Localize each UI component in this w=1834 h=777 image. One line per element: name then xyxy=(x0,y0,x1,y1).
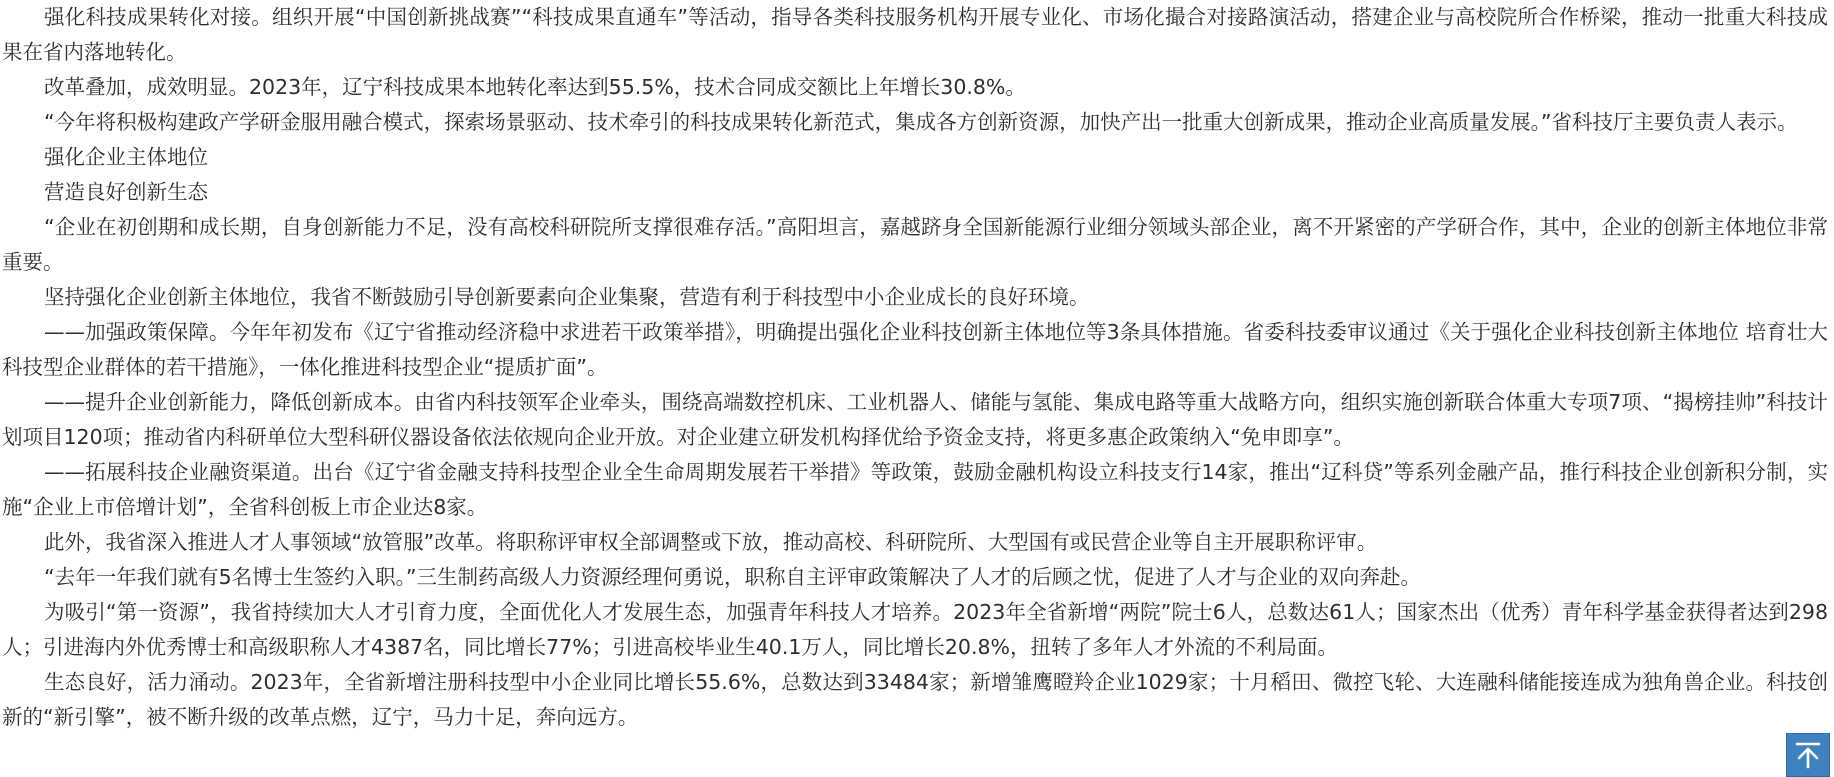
paragraph: ——拓展科技企业融资渠道。出台《辽宁省金融支持科技型企业全生命周期发展若干举措》等政策，鼓励金融机构设立科技支行14家，推出“辽科贷”等系列金融产品，推行科技企业创新积分制，实施“企业上市倍增计划”，全省科创板上市企业达8家。 xyxy=(2,460,1828,519)
paragraph: “去年一年我们就有5名博士生签约入职。”三生制药高级人力资源经理何勇说，职称自主评审政策解决了人才的后顾之忧，促进了人才与企业的双向奔赴。 xyxy=(44,565,1422,589)
paragraph: ——加强政策保障。今年年初发布《辽宁省推动经济稳中求进若干政策举措》，明确提出强化企业科技创新主体地位等3条具体措施。省委科技委审议通过《关于强化企业科技创新主体地位 培育壮大科技型企业群体的若干措施》，一体化推进科技型企业“提质扩面”。 xyxy=(2,320,1828,379)
paragraph: “今年将积极构建政产学研金服用融合模式，探索场景驱动、技术牵引的科技成果转化新范式，集成各方创新资源，加快产出一批重大创新成果，推动企业高质量发展。”省科技厅主要负责人表示。 xyxy=(44,110,1798,134)
paragraph: 坚持强化企业创新主体地位，我省不断鼓励引导创新要素向企业集聚，营造有利于科技型中小企业成长的良好环境。 xyxy=(44,285,1090,309)
arrow-up-to-line-icon xyxy=(1793,740,1823,770)
paragraph: 此外，我省深入推进人才人事领域“放管服”改革。将职称评审权全部调整或下放，推动高校、科研院所、大型国有或民营企业等自主开展职称评审。 xyxy=(44,530,1378,554)
paragraph: “企业在初创期和成长期，自身创新能力不足，没有高校科研院所支撑很难存活。”高阳坦言，嘉越跻身全国新能源行业细分领域头部企业，离不开紧密的产学研合作，其中，企业的创新主体地位非常重要。 xyxy=(2,215,1828,274)
section-subheading: 营造良好创新生态 xyxy=(44,180,208,204)
back-to-top-button[interactable] xyxy=(1786,733,1830,777)
paragraph: 改革叠加，成效明显。2023年，辽宁科技成果本地转化率达到55.5%，技术合同成交额比上年增长30.8%。 xyxy=(44,75,1026,99)
paragraph: ——提升企业创新能力，降低创新成本。由省内科技领军企业牵头，围绕高端数控机床、工业机器人、储能与氢能、集成电路等重大战略方向，组织实施创新联合体重大专项7项、“揭榜挂帅”科技计划项目120项；推动省内科研单位大型科研仪器设备依法依规向企业开放。对企业建立研发机构择优给予资金支持，将更多惠企政策纳入“免申即享”。 xyxy=(2,390,1828,449)
paragraph: 强化科技成果转化对接。组织开展“中国创新挑战赛”“科技成果直通车”等活动，指导各类科技服务机构开展专业化、市场化撮合对接路演活动，搭建企业与高校院所合作桥梁，推动一批重大科技成果在省内落地转化。 xyxy=(2,5,1828,64)
paragraph: 为吸引“第一资源”，我省持续加大人才引育力度，全面优化人才发展生态，加强青年科技人才培养。2023年全省新增“两院”院士6人，总数达61人；国家杰出（优秀）青年科学基金获得者达到298人；引进海内外优秀博士和高级职称人才4387名，同比增长77%；引进高校毕业生40.1万人，同比增长20.8%，扭转了多年人才外流的不利局面。 xyxy=(2,600,1828,659)
paragraph: 生态良好，活力涌动。2023年，全省新增注册科技型中小企业同比增长55.6%，总数达到33484家；新增雏鹰瞪羚企业1029家；十月稻田、微控飞轮、大连融科储能接连成为独角兽企业。科技创新的“新引擎”，被不断升级的改革点燃，辽宁，马力十足，奔向远方。 xyxy=(2,670,1828,729)
section-subheading: 强化企业主体地位 xyxy=(44,145,208,169)
